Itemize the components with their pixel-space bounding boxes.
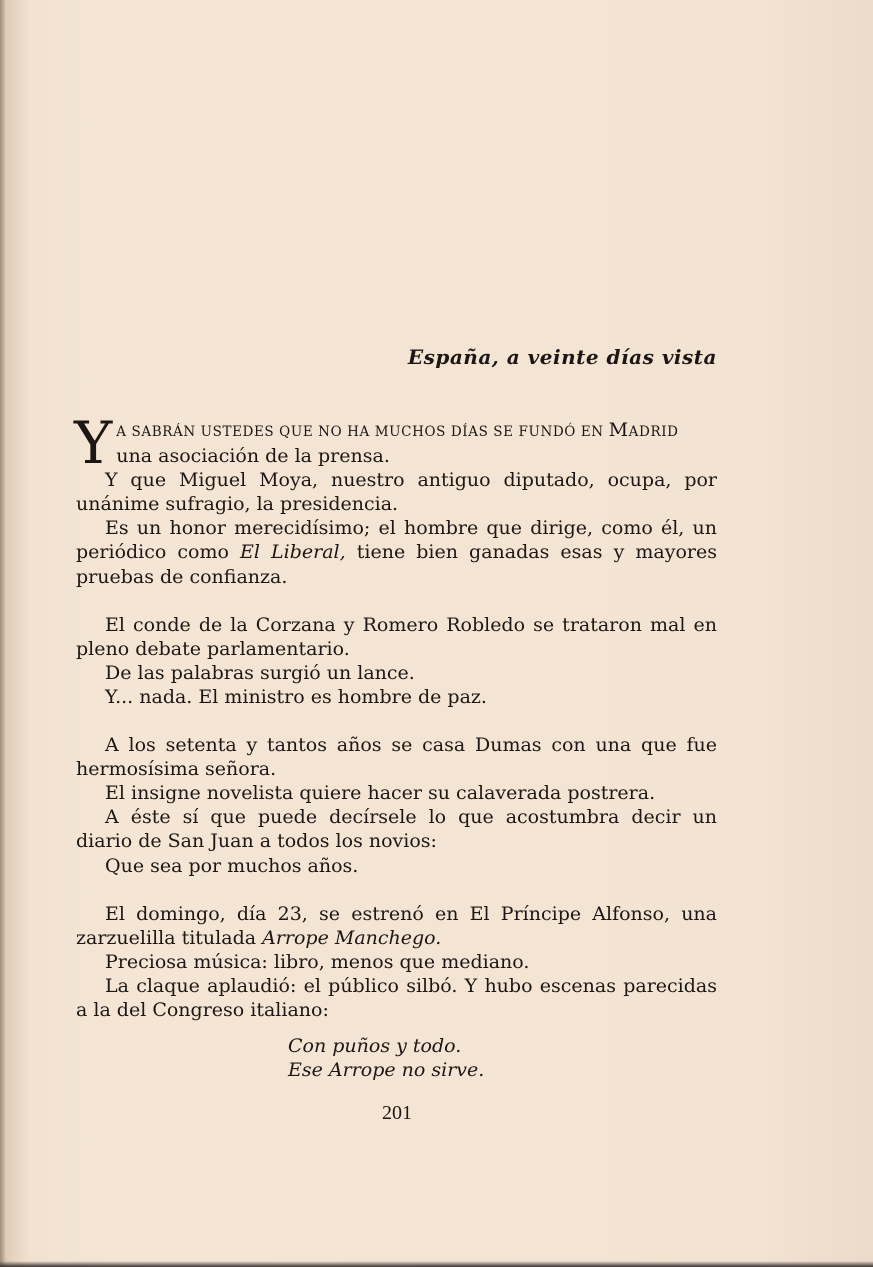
paragraph: A éste sí que puede decírsele lo que acostumbra decir un diario de San Juan a todos los novios: bbox=[76, 806, 717, 853]
paragraph: A los setenta y tantos años se casa Dumas con una que fue hermosísima señora. bbox=[76, 734, 717, 781]
paragraph: La claque aplaudió: el público silbó. Y hubo escenas parecidas a la del Congreso italiano: bbox=[76, 974, 717, 1021]
verse-line: Ese Arrope no sirve. bbox=[288, 1059, 485, 1081]
drop-cap: Y bbox=[74, 409, 113, 477]
verse-quote bbox=[288, 1034, 484, 1082]
paragraph: El domingo, día 23, se estrenó en El Príncipe Alfonso, una zarzuelilla titulada Arrope Manchego. bbox=[76, 902, 717, 949]
paragraph: Y... nada. El ministro es hombre de paz. bbox=[105, 685, 487, 708]
paragraph: El conde de la Corzana y Romero Robledo se trataron mal en pleno debate parlamentario. bbox=[76, 613, 717, 660]
verse-line: Con puños y todo. bbox=[288, 1035, 462, 1057]
opening-smallcaps: A SABRÁN USTEDES QUE NO HA MUCHOS DÍAS SE FUNDÓ EN MADRID bbox=[116, 419, 679, 441]
paragraph: Es un honor merecidísimo; el hombre que dirige, como él, un periódico como El Liberal, tiene bien ganadas esas y mayores pruebas de confianza. bbox=[76, 517, 717, 588]
opening-line-2: una asociación de la prensa. bbox=[116, 445, 390, 468]
zarzuela-title: Arrope Manchego. bbox=[262, 926, 442, 949]
newspaper-title: El Liberal, bbox=[240, 541, 346, 564]
paragraph: El insigne novelista quiere hacer su calaverada postrera. bbox=[105, 782, 656, 805]
chapter-title: España, a veinte días vista bbox=[407, 345, 717, 369]
paragraph: Preciosa música: libro, menos que mediano. bbox=[105, 950, 530, 973]
paragraph: Que sea por muchos años. bbox=[105, 854, 359, 877]
opening-paragraph bbox=[74, 409, 717, 477]
paragraph: Y que Miguel Moya, nuestro antiguo diputado, ocupa, por unánime sufragio, la presidencia. bbox=[76, 469, 717, 516]
body-text bbox=[74, 409, 717, 1022]
paragraph: De las palabras surgió un lance. bbox=[105, 661, 415, 684]
page-number: 201 bbox=[382, 1102, 412, 1124]
